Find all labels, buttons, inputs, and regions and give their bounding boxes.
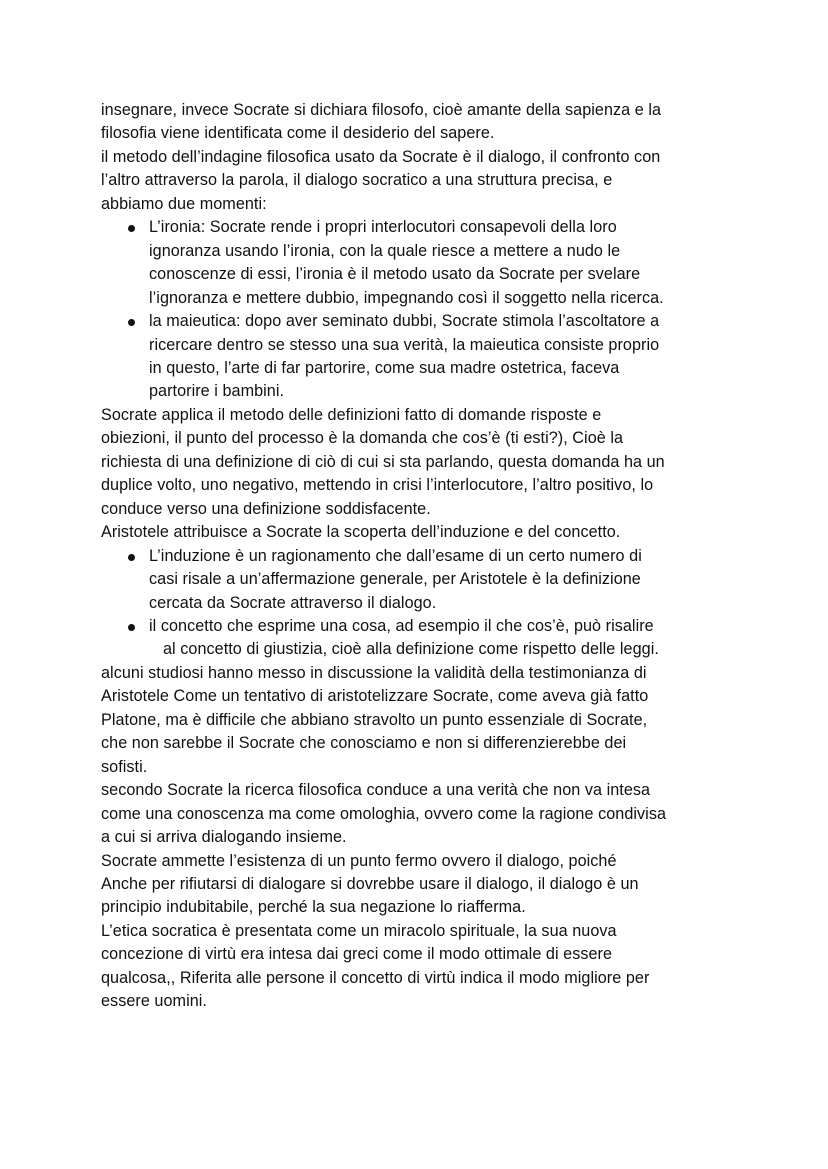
text-line: abbiamo due momenti: — [101, 194, 267, 213]
text-line: L’etica socratica è presentata come un miracolo spirituale, la sua nuova — [101, 921, 617, 940]
paragraph-punto-fermo — [101, 850, 741, 920]
text-line: la maieutica: dopo aver seminato dubbi, Socrate stimola l’ascoltatore a — [149, 312, 660, 331]
text-line: partorire i bambini. — [149, 382, 285, 401]
text-line: casi risale a un’affermazione generale, per Aristotele è la definizione — [149, 570, 641, 589]
bullet-dot-icon — [128, 319, 135, 326]
paragraph-sapienza — [101, 99, 741, 146]
list-item-ironia — [101, 216, 741, 310]
text-line: Socrate applica il metodo delle definizioni fatto di domande risposte e — [101, 405, 602, 424]
text-line: che non sarebbe il Socrate che conosciamo e non si differenzierebbe dei — [101, 734, 627, 753]
text-line: ignoranza usando l’ironia, con la quale riesce a mettere a nudo le — [149, 241, 621, 260]
text-line: alcuni studiosi hanno messo in discussione la validità della testimonianza di — [101, 663, 647, 682]
text-line: Anche per rifiutarsi di dialogare si dovrebbe usare il dialogo, il dialogo è un — [101, 874, 639, 893]
text-line: il metodo dell’indagine filosofica usato da Socrate è il dialogo, il confronto con — [101, 147, 661, 166]
text-line: Socrate ammette l’esistenza di un punto fermo ovvero il dialogo, poiché — [101, 851, 617, 870]
bullet-dot-icon — [128, 624, 135, 631]
list-item-first-line — [101, 216, 741, 239]
text-line: l’ignoranza e mettere dubbio, impegnando così il soggetto nella ricerca. — [149, 288, 664, 307]
text-line: al concetto di giustizia, cioè alla definizione come rispetto delle leggi. — [163, 640, 659, 659]
paragraph-etica — [101, 920, 741, 1014]
list-item-induzione — [101, 545, 741, 615]
text-line: richiesta di una definizione di ciò di cui si sta parlando, questa domanda ha un — [101, 452, 665, 471]
text-line: cercata da Socrate attraverso il dialogo. — [149, 593, 437, 612]
paragraph-verita — [101, 779, 741, 849]
bullet-dot-icon — [128, 225, 135, 232]
list-item-concetto — [101, 615, 741, 662]
text-line: in questo, l’arte di far partorire, come sua madre ostetrica, faceva — [149, 358, 620, 377]
paragraph-aristotele — [101, 521, 741, 544]
text-line: duplice volto, uno negativo, mettendo in crisi l’interlocutore, l’altro positivo, lo — [101, 476, 654, 495]
text-line: il concetto che esprime una cosa, ad esempio il che cos’è, può risalire — [149, 616, 654, 635]
paragraph-testimonianza — [101, 662, 741, 779]
bullet-list-momenti — [101, 216, 741, 404]
list-item-first-line — [101, 615, 741, 638]
bullet-list-induzione-concetto — [101, 545, 741, 662]
text-line: sofisti. — [101, 757, 148, 776]
text-line: secondo Socrate la ricerca filosofica conduce a una verità che non va intesa — [101, 781, 651, 800]
text-line: Aristotele Come un tentativo di aristotelizzare Socrate, come aveva già fatto — [101, 687, 649, 706]
text-line: l’altro attraverso la parola, il dialogo socratico a una struttura precisa, e — [101, 171, 613, 190]
text-line: insegnare, invece Socrate si dichiara filosofo, cioè amante della sapienza e la — [101, 101, 662, 119]
text-line: L’induzione è un ragionamento che dall’esame di un certo numero di — [149, 546, 642, 565]
list-item-first-line — [101, 310, 741, 333]
text-line: conduce verso una definizione soddisfacente. — [101, 499, 431, 518]
text-line: Platone, ma è difficile che abbiano stravolto un punto essenziale di Socrate, — [101, 710, 648, 729]
bullet-dot-icon — [128, 554, 135, 561]
text-line: filosofia viene identificata come il desiderio del sapere. — [101, 124, 495, 143]
text-line: obiezioni, il punto del processo è la domanda che cos’è (ti esti?), Cioè la — [101, 429, 624, 448]
text-line: ricercare dentro se stesso una sua verità, la maieutica consiste proprio — [149, 335, 660, 354]
text-line: principio indubitabile, perché la sua negazione lo riafferma. — [101, 898, 526, 917]
paragraph-metodo-dialogo — [101, 146, 741, 216]
paragraph-definizioni — [101, 404, 741, 521]
list-item-maieutica — [101, 310, 741, 404]
text-line: essere uomini. — [101, 992, 207, 1011]
text-line: qualcosa,, Riferita alle persone il concetto di virtù indica il modo migliore per — [101, 968, 650, 987]
text-line: a cui si arriva dialogando insieme. — [101, 828, 347, 847]
text-line: conoscenze di essi, l’ironia è il metodo usato da Socrate per svelare — [149, 265, 641, 284]
text-line: Aristotele attribuisce a Socrate la scoperta dell’induzione e del concetto. — [101, 523, 621, 542]
text-line: concezione di virtù era intesa dai greci come il modo ottimale di essere — [101, 945, 613, 964]
document-body — [101, 99, 741, 1014]
text-line: come una conoscenza ma come omologhia, ovvero come la ragione condivisa — [101, 804, 667, 823]
text-line: L’ironia: Socrate rende i propri interlocutori consapevoli della loro — [149, 218, 617, 237]
list-item-first-line — [101, 545, 741, 568]
